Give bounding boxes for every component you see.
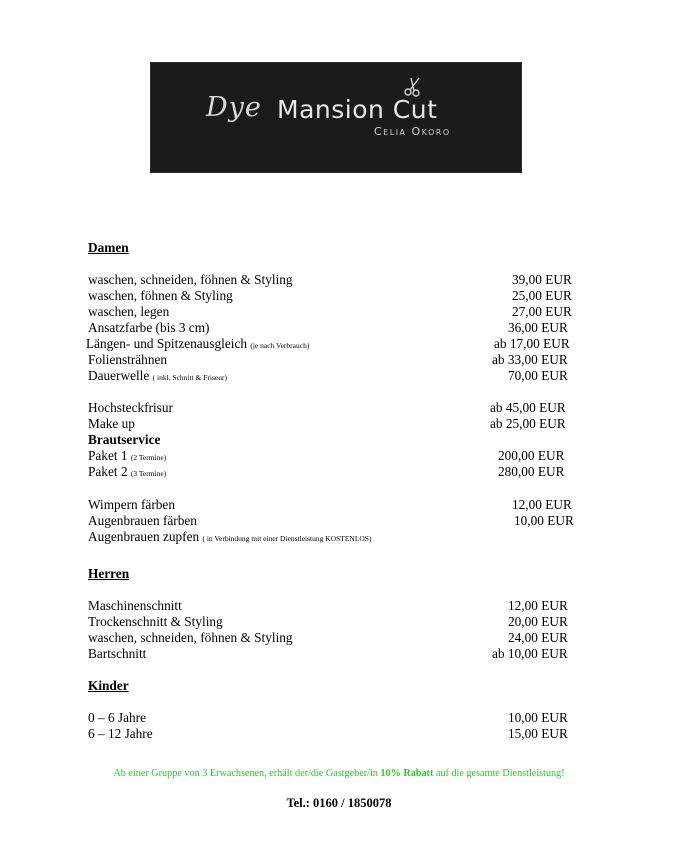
- service-note: (2 Termine): [130, 453, 167, 462]
- service-name: Trockenschnitt & Styling: [88, 614, 223, 629]
- section-title-kinder: Kinder: [88, 678, 129, 693]
- service-name: Augenbrauen zupfen ( in Verbindung mit einer Dienstleistung KOSTENLOS): [88, 529, 372, 544]
- list-item: [0, 320, 678, 336]
- service-price: ab 45,00 EUR: [490, 400, 566, 415]
- list-item: [0, 726, 678, 742]
- service-name: Dauerwelle ( inkl. Schnitt & Friseur): [88, 368, 227, 383]
- service-name: waschen, föhnen & Styling: [88, 288, 233, 303]
- subheading-row: [0, 432, 678, 448]
- section-title-damen: Damen: [88, 240, 129, 255]
- list-item: [0, 598, 678, 614]
- service-name: 0 – 6 Jahre: [88, 710, 146, 725]
- list-item: [0, 497, 678, 513]
- service-price: 39,00 EUR: [512, 272, 572, 287]
- service-name: Augenbrauen färben: [88, 513, 197, 528]
- service-price: 24,00 EUR: [508, 630, 568, 645]
- service-name: 6 – 12 Jahre: [88, 726, 153, 741]
- service-name: Bartschnitt: [88, 646, 147, 661]
- service-name: Maschinenschnitt: [88, 598, 182, 613]
- service-name: waschen, legen: [88, 304, 170, 319]
- service-name: Paket 2 (3 Termine): [88, 464, 167, 479]
- salon-logo: [150, 62, 522, 173]
- service-note: ( inkl. Schnitt & Friseur): [152, 373, 227, 382]
- service-price: 15,00 EUR: [508, 726, 568, 741]
- service-price: ab 17,00 EUR: [494, 336, 570, 351]
- list-item: [0, 529, 678, 545]
- list-item: [0, 304, 678, 320]
- service-price: 27,00 EUR: [512, 304, 572, 319]
- logo-script-text: Dye: [206, 92, 262, 123]
- logo-subtitle: Celia Okoro: [374, 125, 451, 138]
- service-price: 20,00 EUR: [508, 614, 568, 629]
- section-title-herren: Herren: [88, 566, 130, 581]
- service-name: Hochsteckfrisur: [88, 400, 173, 415]
- list-item: [0, 288, 678, 304]
- list-item: [0, 464, 678, 480]
- list-item: [0, 646, 678, 662]
- service-note: ( in Verbindung mit einer Dienstleistung KOSTENLOS): [202, 534, 372, 543]
- list-item: [0, 368, 678, 384]
- service-price: 200,00 EUR: [498, 448, 565, 463]
- service-price: ab 10,00 EUR: [492, 646, 568, 661]
- service-price: 25,00 EUR: [512, 288, 572, 303]
- service-note: (je nach Verbrauch): [250, 341, 310, 350]
- list-item: [0, 448, 678, 464]
- list-item: [0, 513, 678, 529]
- group-discount-note: Ab einer Gruppe von 3 Erwachsenen, erhält der/die Gastgeber/in 10% Rabatt auf die gesamte Dienstleistung!: [113, 768, 565, 779]
- subheading-brautservice: Brautservice: [88, 432, 161, 447]
- service-price: 280,00 EUR: [498, 464, 565, 479]
- service-name: Paket 1 (2 Termine): [88, 448, 167, 463]
- service-name: Längen- und Spitzenausgleich (je nach Verbrauch): [86, 336, 310, 351]
- list-item: [0, 710, 678, 726]
- discount-highlight: 10% Rabatt: [380, 768, 434, 779]
- service-price: 70,00 EUR: [508, 368, 568, 383]
- service-name: Ansatzfarbe (bis 3 cm): [88, 320, 210, 335]
- service-price: 10,00 EUR: [508, 710, 568, 725]
- service-price: 12,00 EUR: [508, 598, 568, 613]
- service-name: waschen, schneiden, föhnen & Styling: [88, 630, 293, 645]
- list-item: [0, 336, 678, 352]
- scissors-icon: [402, 76, 424, 98]
- list-item: [0, 400, 678, 416]
- service-name: Make up: [88, 416, 135, 431]
- list-item: [0, 614, 678, 630]
- list-item: [0, 416, 678, 432]
- list-item: [0, 630, 678, 646]
- service-price: ab 25,00 EUR: [490, 416, 566, 431]
- service-name: Wimpern färben: [88, 497, 175, 512]
- service-price: 10,00 EUR: [514, 513, 574, 528]
- service-price: 36,00 EUR: [508, 320, 568, 335]
- service-price: ab 33,00 EUR: [492, 352, 568, 367]
- list-item: [0, 352, 678, 368]
- list-item: [0, 272, 678, 288]
- service-name: waschen, schneiden, föhnen & Styling: [88, 272, 293, 287]
- logo-main-text: Mansion Cut: [277, 95, 438, 124]
- service-price: 12,00 EUR: [512, 497, 572, 512]
- service-name: Foliensträhnen: [88, 352, 168, 367]
- service-note: (3 Termine): [130, 469, 167, 478]
- phone-number: Tel.: 0160 / 1850078: [286, 796, 392, 810]
